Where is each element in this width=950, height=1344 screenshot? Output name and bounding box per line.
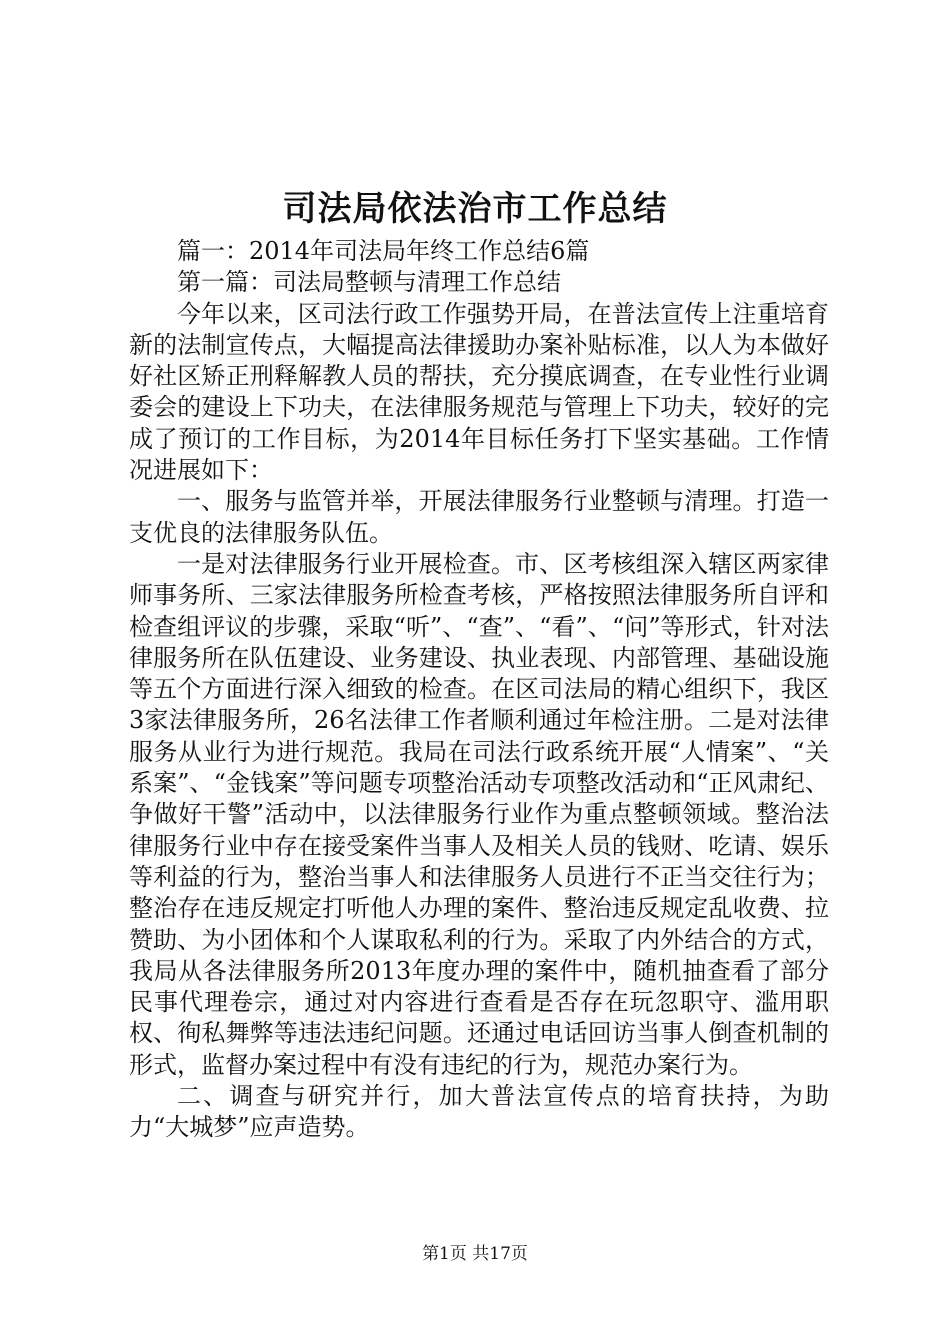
page-number: 第1页 共17页	[422, 1244, 528, 1264]
body-paragraph: 二、调查与研究并行，加大普法宣传点的培育扶持，为助力“大城梦”应声造势。	[129, 1082, 829, 1142]
body-paragraph: 今年以来，区司法行政工作强势开局，在普法宣传上注重培育新的法制宣传点，大幅提高法律援助办案补贴标准，以人为本做好好社区矫正刑释解教人员的帮扶，充分摸底调查，在专业性行业调委会的建设上下功夫，在法律服务规范与管理上下功夫，较好的完成了预订的工作目标，为2014年目标任务打下坚实基础。工作情况进展如下：	[129, 299, 829, 485]
document-body	[129, 236, 829, 1144]
chapter-heading: 第一篇：司法局整顿与清理工作总结	[177, 268, 561, 297]
document-title: 司法局依法治市工作总结	[282, 189, 668, 229]
section-heading: 篇一：2014年司法局年终工作总结6篇	[177, 237, 590, 265]
body-paragraph: 一、服务与监管并举，开展法律服务行业整顿与清理。打造一支优良的法律服务队伍。	[129, 487, 829, 547]
body-paragraph: 一是对法律服务行业开展检查。市、区考核组深入辖区两家律师事务所、三家法律服务所检查考核，严格按照法律服务所自评和检查组评议的步骤，采取“听”、“查”、“看”、“问”等形式，针对法律服务所在队伍建设、业务建设、执业表现、内部管理、基础设施等五个方面进行深入细致的检查。在区司法局的精心组织下，我区3家法律服务所，26名法律工作者顺利通过年检注册。二是对法律服务从业行为进行规范。我局在司法行政系统开展“人情案”、“关系案”、“金钱案”等问题专项整治活动专项整改活动和“正风肃纪、争做好干警”活动中，以法律服务行业作为重点整顿领域。整治法律服务行业中存在接受案件当事人及相关人员的钱财、吃请、娱乐等利益的行为，整治当事人和法律服务人员进行不正当交往行为；整治存在违反规定打听他人办理的案件、整治违反规定乱收费、拉赞助、为小团体和个人谋取私利的行为。采取了内外结合的方式，我局从各法律服务所2013年度办理的案件中，随机抽查看了部分民事代理卷宗，通过对内容进行查看是否存在玩忽职守、滥用职权、徇私舞弊等违法违纪问题。还通过电话回访当事人倒查机制的形式，监督办案过程中有没有违纪的行为，规范办案行为。	[129, 549, 829, 1079]
